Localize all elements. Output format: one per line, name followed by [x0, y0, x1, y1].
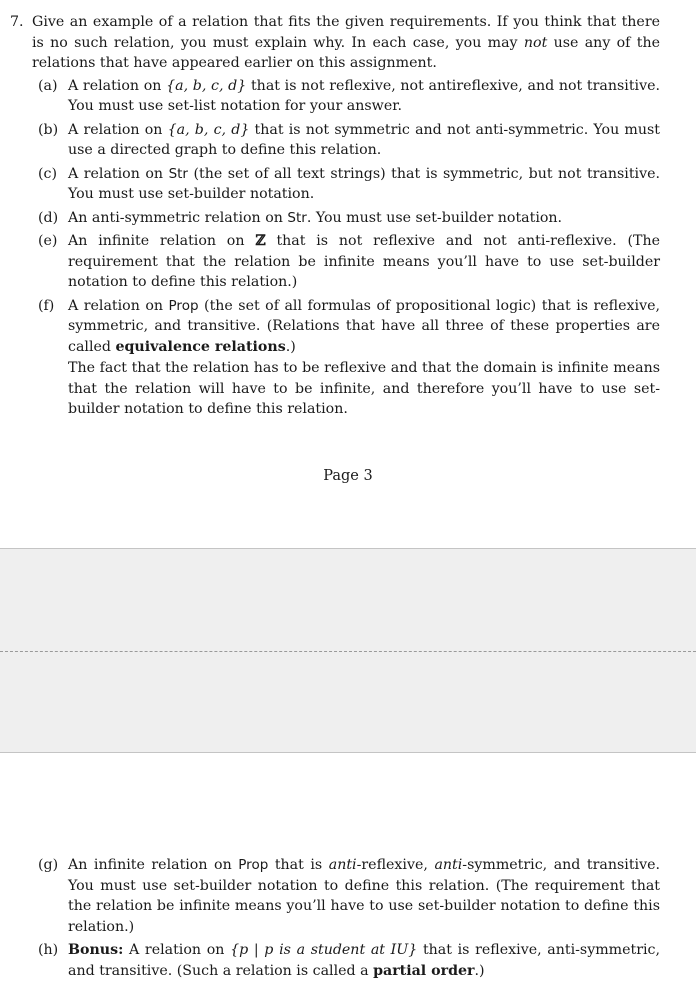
item-b — [32, 120, 660, 161]
problem-intro: Give an example of a relation that fits the given requirements. If you think that there is no such relation, you must explain why. In each case, you may not use any of the relations that have appeared earlier on this assignment. — [32, 14, 660, 71]
item-label: (d) — [38, 209, 59, 226]
item-text: An anti-symmetric relation on Str. You must use set-builder notation. — [68, 209, 563, 226]
item-text: An infinite relation on ℤ that is not reflexive and not anti-reflexive. (The requirement that the relation be infinite means you’ll have to use set-builder notation to define this relation.) — [68, 233, 660, 290]
problem-number: 7. — [10, 14, 24, 30]
item-e — [32, 231, 660, 293]
item-text: A relation on Prop (the set of all formulas of propositional logic) that is reflexive, symmetric, and transitive. (Relations that have all three of these properties are called equivalence relations.) The fact that the relation has to be reflexive and that the domain is infinite means that the relation will have to be infinite, and therefore you’ll have to use set-builder notation to define this relation. — [68, 296, 660, 420]
item-f — [32, 296, 660, 420]
page-break-line — [0, 651, 696, 652]
page-gap — [0, 548, 696, 753]
item-text: A relation on Str (the set of all text strings) that is symmetric, but not transitive. You must use set-builder notation. — [68, 165, 661, 202]
item-c — [32, 164, 660, 205]
item-a — [32, 76, 660, 117]
item-text: A relation on {a, b, c, d} that is not symmetric and not anti-symmetric. You must use a directed graph to define this relation. — [68, 121, 660, 158]
item-label: (c) — [38, 165, 58, 182]
item-d — [32, 208, 660, 229]
item-text: An infinite relation on Prop that is anti-reflexive, anti-symmetric, and transitive. You must use set-builder notation to define this relation. (The requirement that the relation be infinite means you’ll have to use set-builder notation to define this relation.) — [68, 857, 660, 935]
problem-7 — [10, 12, 660, 423]
item-text: A relation on {a, b, c, d} that is not reflexive, not antireflexive, and not transitive. You must use set-list notation for your answer. — [68, 77, 660, 114]
item-h — [32, 940, 660, 981]
item-f-note: The fact that the relation has to be reflexive and that the domain is infinite means that the relation will have to be infinite, and therefore you’ll have to use set-builder notation to define this relation. — [68, 360, 660, 417]
item-label: (e) — [38, 233, 58, 249]
item-label: (a) — [38, 77, 58, 94]
item-label: (g) — [38, 857, 59, 873]
page-4 — [0, 753, 696, 1006]
item-label: (b) — [38, 121, 59, 138]
item-label: (f) — [38, 297, 55, 314]
item-label: (h) — [38, 942, 59, 958]
page-number: Page 3 — [323, 468, 373, 484]
item-g — [32, 855, 660, 937]
item-text: Bonus: A relation on {p | p is a student at IU} that is reflexive, anti-symmetric, and transitive. (Such a relation is called a partial order.) — [68, 942, 661, 979]
